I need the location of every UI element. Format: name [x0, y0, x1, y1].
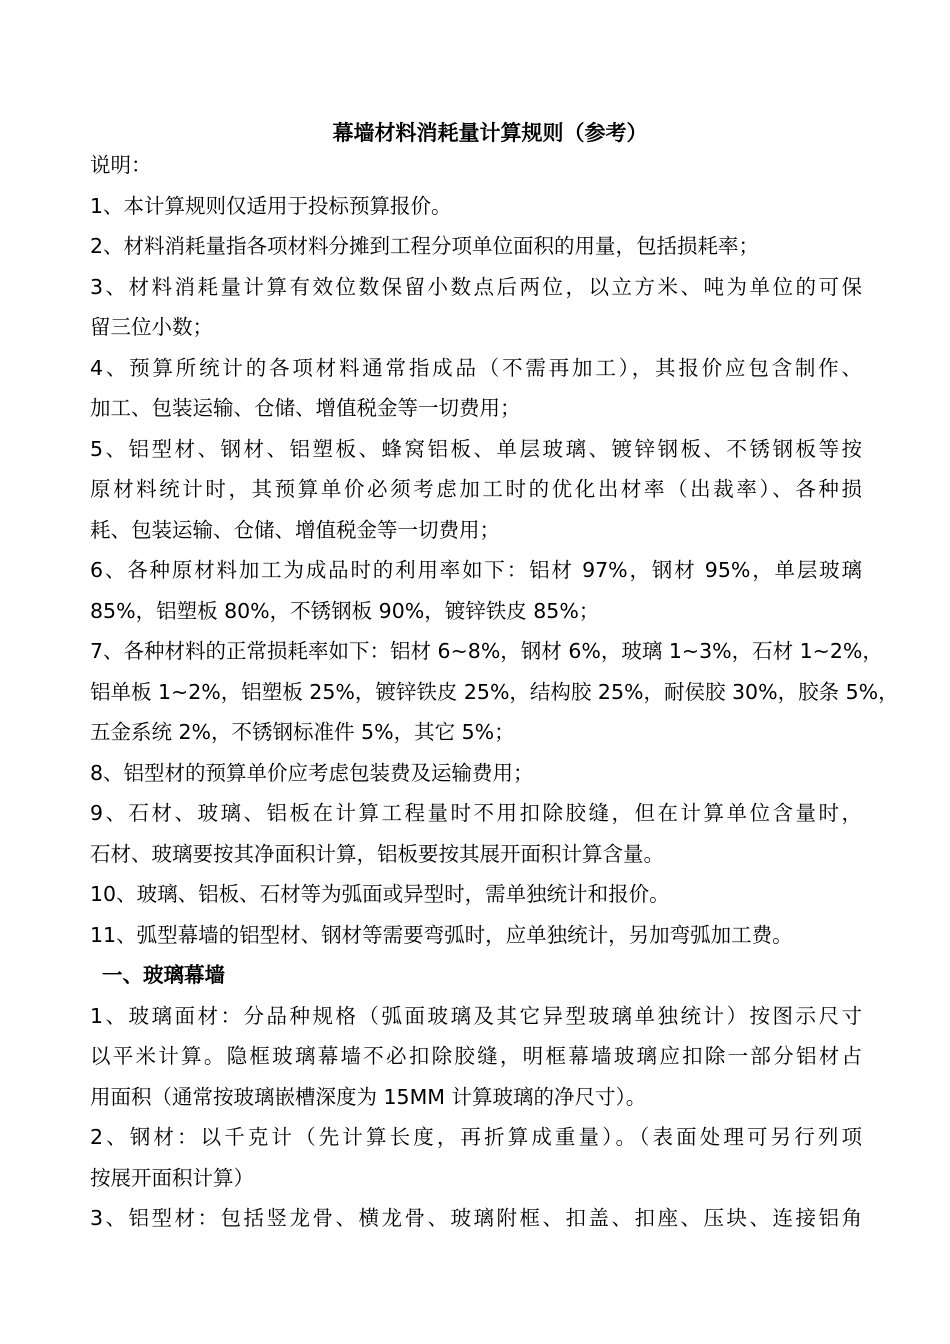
- text-line: 3、铝型材：包括竖龙骨、横龙骨、玻璃附框、扣盖、扣座、压块、连接铝角: [90, 1206, 862, 1230]
- text-line: 9、石材、玻璃、铝板在计算工程量时不用扣除胶缝，但在计算单位含量时，: [90, 801, 862, 825]
- text-line: 85%，铝塑板 80%，不锈钢板 90%，镀锌铁皮 85%；: [90, 598, 600, 623]
- text-line: 加工、包装运输、仓储、增值税金等一切费用；: [90, 396, 521, 420]
- document-title: 幕墙材料消耗量计算规则（参考）: [332, 121, 648, 145]
- text-line: 耗、包装运输、仓储、增值税金等一切费用；: [90, 517, 500, 542]
- text-line: 原材料统计时，其预算单价必须考虑加工时的优化出材率（出裁率）、各种损: [90, 477, 862, 501]
- text-line: 用面积（通常按玻璃嵌槽深度为 15MM 计算玻璃的净尺寸）。: [90, 1084, 647, 1109]
- text-line: 五金系统 2%，不锈钢标准件 5%，其它 5%；: [90, 720, 515, 744]
- text-line: 3、材料消耗量计算有效位数保留小数点后两位，以立方米、吨为单位的可保: [90, 274, 862, 299]
- text-line: 留三位小数；: [90, 315, 213, 339]
- text-line: 4、预算所统计的各项材料通常指成品（不需再加工），其报价应包含制作、: [90, 355, 862, 380]
- text-line: 按展开面积计算）: [90, 1165, 254, 1190]
- text-line: 6、各种原材料加工为成品时的利用率如下：铝材 97%，钢材 95%，单层玻璃: [90, 558, 862, 582]
- text-line: 说明：: [90, 153, 152, 177]
- text-line: 以平米计算。隐框玻璃幕墙不必扣除胶缝，明框幕墙玻璃应扣除一部分铝材占: [90, 1044, 862, 1068]
- text-line: 8、铝型材的预算单价应考虑包装费及运输费用；: [90, 760, 534, 785]
- text-line: 2、钢材：以千克计（先计算长度，再折算成重量）。（表面处理可另行列项: [90, 1125, 862, 1149]
- text-line: 5、铝型材、钢材、铝塑板、蜂窝铝板、单层玻璃、镀锌钢板、不锈钢板等按: [90, 436, 862, 461]
- text-line: 铝单板 1~2%，铝塑板 25%，镀锌铁皮 25%，结构胶 25%，耐侯胶 30%，胶条 5%，: [90, 679, 899, 704]
- text-line: 石材、玻璃要按其净面积计算，铝板要按其展开面积计算含量。: [90, 841, 664, 866]
- section-heading: 一、玻璃幕墙: [102, 963, 225, 987]
- text-line: 7、各种材料的正常损耗率如下：铝材 6~8%，钢材 6%，玻璃 1~3%，石材 1~2%，: [90, 639, 883, 663]
- text-line: 11、弧型幕墙的铝型材、钢材等需要弯弧时，应单独统计，另加弯弧加工费。: [90, 922, 793, 947]
- document-body: [90, 145, 899, 1239]
- text-line: 1、玻璃面材：分品种规格（弧面玻璃及其它异型玻璃单独统计）按图示尺寸: [90, 1003, 862, 1028]
- text-line: 10、玻璃、铝板、石材等为弧面或异型时，需单独统计和报价。: [90, 882, 670, 906]
- text-line: 2、材料消耗量指各项材料分摊到工程分项单位面积的用量，包括损耗率；: [90, 234, 760, 258]
- text-line: 1、本计算规则仅适用于投标预算报价。: [90, 193, 452, 218]
